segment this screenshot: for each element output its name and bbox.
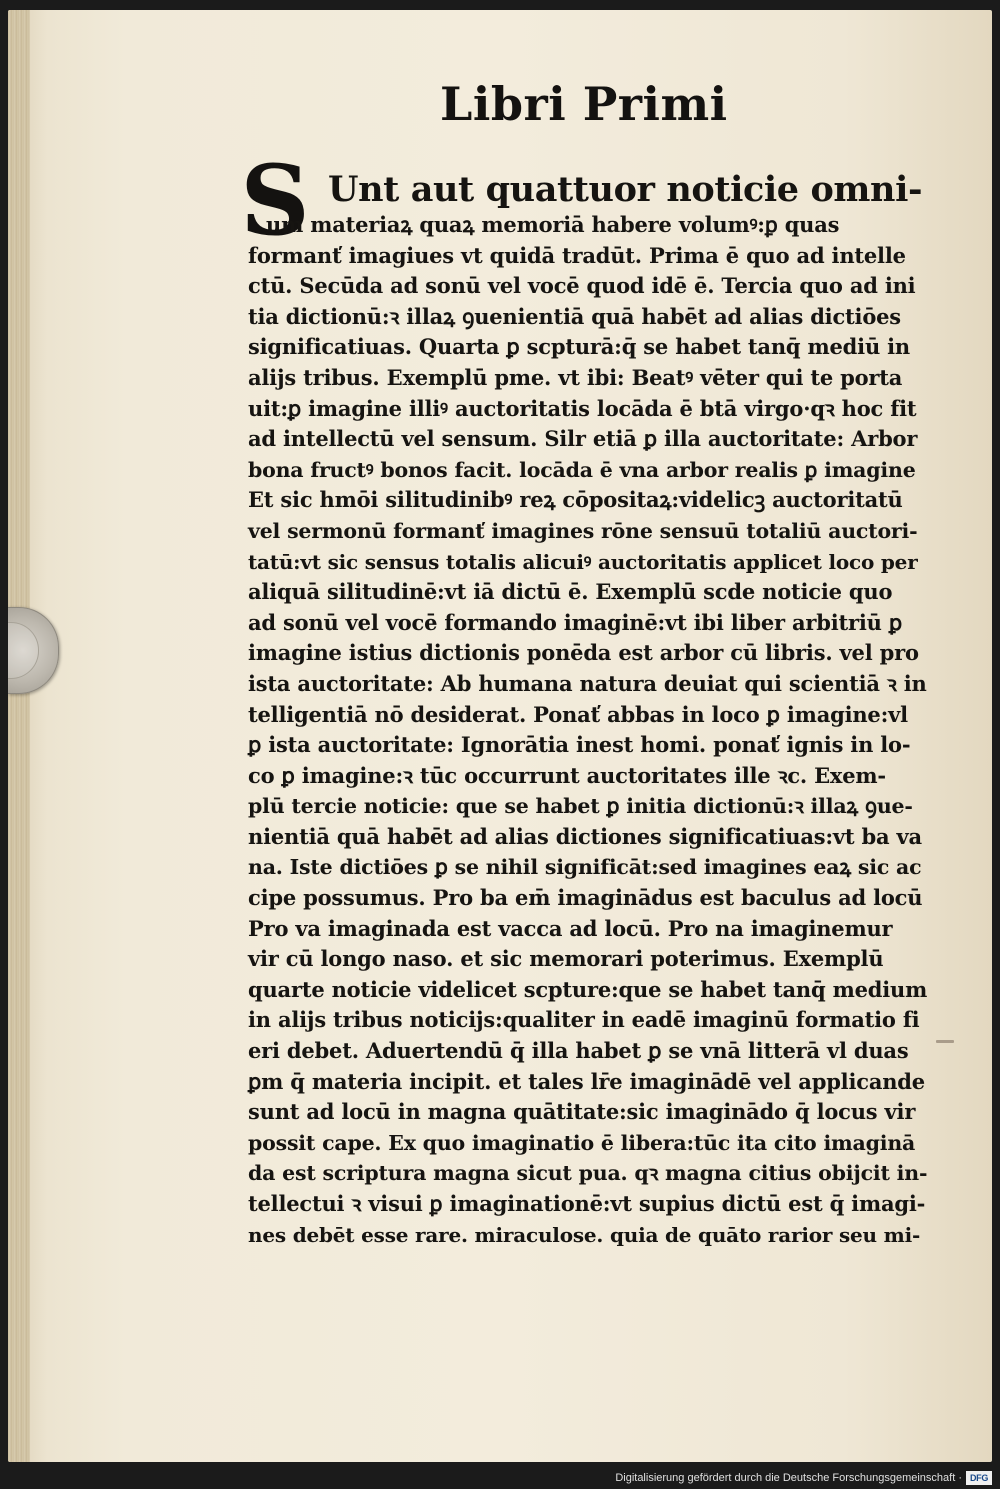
text-line: tellectui ꝛ visui ꝑ imaginationē:vt supius dictū est q̄ imagi- (248, 1191, 926, 1216)
text-line: co ꝑ imagine:ꝛ tūc occurrunt auctoritates ille ꝛc. Exem- (248, 762, 886, 788)
text-line: ad sonū vel vocē formando imaginē:vt ibi liber arbitriū ꝑ (248, 609, 902, 635)
text-line: aliquā silitudinē:vt iā dictū ē. Exemplū scde noticie quo (248, 579, 893, 605)
dfg-logo: DFG (966, 1471, 992, 1485)
text-line: ad intellectū vel sensum. Silr etiā ꝑ illa auctoritate: Arbor (248, 426, 918, 452)
text-line: formanť imagiues vt quidā tradūt. Prima ē quo ad intelle (248, 242, 906, 268)
text-line: imagine istius dictionis ponēda est arbor cū libris. vel pro (248, 640, 919, 666)
text-line: quarte noticie videlicet scpture:que se habet tanq̄ medium (248, 976, 928, 1002)
footer-credit: Digitalisierung gefördert durch die Deutsche Forschungsgemeinschaft · (615, 1472, 962, 1484)
text-line: possit cape. Ex quo imaginatio ē libera:tūc ita cito imaginā (248, 1130, 916, 1155)
text-line: Et sic hmōi silitudinibꝰ reꝝ cōpositaꝝ:videlicꝫ auctoritatū (248, 487, 903, 513)
text-line: telligentiā nō desiderat. Ponať abbas in loco ꝑ imagine:vl (248, 701, 908, 727)
text-line: na. Iste dictiōes ꝑ se nihil significāt:sed imagines eaꝝ sic ac (248, 855, 922, 880)
book-page (8, 10, 992, 1462)
text-line: bona fructꝰ bonos facit. locāda ē vna arbor realis ꝑ imagine (248, 457, 916, 482)
text-line: uit:ꝑ imagine illiꝰ auctoritatis locāda ē btā virgo·qꝛ hoc fit (248, 395, 917, 421)
text-line: eri debet. Aduertendū q̄ illa habet ꝑ se vnā litterā vl duas (248, 1038, 909, 1064)
text-line: sunt ad locū in magna quātitate:sic imaginādo q̄ locus vir (248, 1099, 916, 1125)
text-line: nes debēt esse rare. miraculose. quia de quāto rarior seu mi- (248, 1222, 921, 1247)
text-line: significatiuas. Quarta ꝑ scpturā:q̄ se habet tanq̄ mediū in (248, 334, 910, 360)
text-line: Unt aut quattuor noticie omni- (328, 169, 923, 210)
text-line: cipe possumus. Pro ba em̄ imaginādus est baculus ad locū (248, 885, 923, 911)
text-line: in alijs tribus noticijs:qualiter in eadē imaginū formatio fi (248, 1007, 920, 1033)
page-clip (8, 607, 59, 694)
text-line: Pro va imaginada est vacca ad locū. Pro na imaginemur (248, 915, 893, 941)
margin-pencil-mark (936, 1040, 954, 1043)
text-line: ꝑ ista auctoritate: Ignorātia inest homi. ponať ignis in lo- (248, 732, 911, 758)
text-line: vel sermonū formanť imagines rōne sensuū totaliū auctori- (248, 518, 918, 543)
decorated-initial: S (240, 144, 310, 257)
page-edge (8, 10, 30, 1462)
footer-bar (0, 1468, 1000, 1489)
text-line: tia dictionū:ꝛ illaꝝ ꝯuenientiā quā habēt ad alias dictiōes (248, 303, 901, 329)
text-line: um materiaꝝ quaꝝ memoriā habere volumꝰ:ꝑ quas (266, 212, 840, 237)
text-line: nientiā quā habēt ad alias dictiones significatiuas:vt ba va (248, 823, 922, 849)
text-line: ꝑm q̄ materia incipit. et tales lr̄e imaginādē vel applicande (248, 1068, 925, 1094)
text-line: plū tercie noticie: que se habet ꝑ initia dictionū:ꝛ illaꝝ ꝯue- (248, 794, 913, 819)
running-head: Libri Primi (440, 77, 728, 131)
page-clip-inner (8, 622, 39, 679)
text-line: da est scriptura magna sicut pua. qꝛ magna citius obijcit in- (248, 1161, 928, 1186)
text-line: ctū. Secūda ad sonū vel vocē quod idē ē. Tercia quo ad ini (248, 273, 916, 299)
text-line: ista auctoritate: Ab humana natura deuiat qui scientiā ꝛ in (248, 670, 927, 696)
text-block (248, 170, 928, 1250)
text-line: vir cū longo naso. et sic memorari poterimus. Exemplū (248, 946, 884, 972)
text-line: alijs tribus. Exemplū pme. vt ibi: Beatꝰ vēter qui te porta (248, 364, 903, 390)
text-line: tatū:vt sic sensus totalis alicuiꝰ auctoritatis applicet loco per (248, 549, 918, 574)
